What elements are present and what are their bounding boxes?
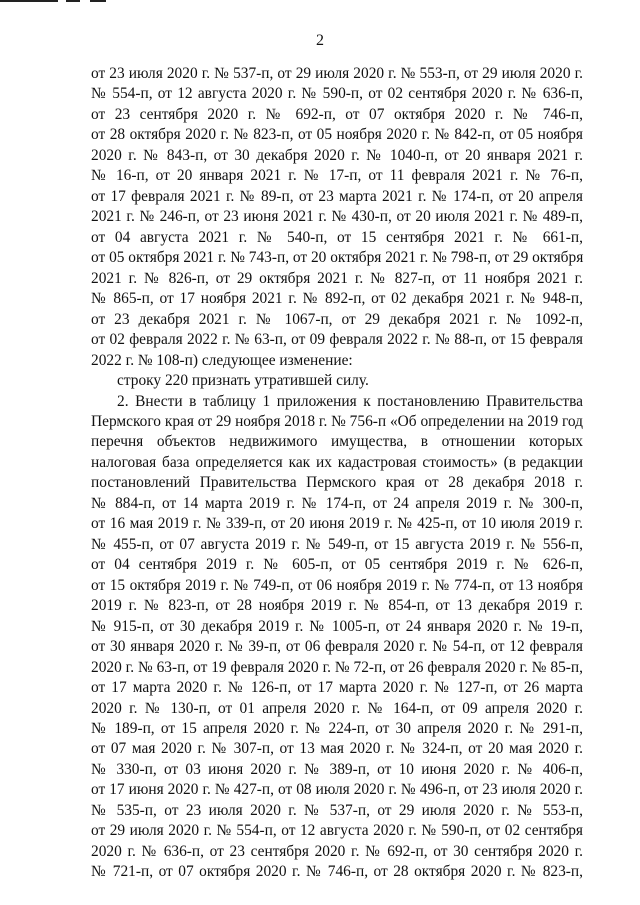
text-line: № 189-п, от 15 апреля 2020 г. № 224-п, от 30 апреля 2020 г. № 291-п, [91, 720, 583, 737]
text-line: от 23 сентября 2020 г. № 692-п, от 07 октября 2020 г. № 746-п, [91, 105, 583, 123]
text-line: № 865-п, от 17 ноября 2021 г. № 892-п, от 02 декабря 2021 г. № 948-п, [91, 290, 583, 308]
text-line: от 17 июня 2020 г. № 427-п, от 08 июля 2020 г. № 496-п, от 23 июля 2020 г. [91, 781, 583, 799]
text-line: № 330-п, от 03 июня 2020 г. № 389-п, от 10 июня 2020 г. № 406-п, [91, 760, 583, 778]
text-line: 2021 г. № 246-п, от 23 июня 2021 г. № 430-п, от 20 июля 2021 г. № 489-п, [91, 208, 583, 226]
text-line: от 16 мая 2019 г. № 339-п, от 20 июня 2019 г. № 425-п, от 10 июля 2019 г. [91, 515, 583, 533]
text-line: строку 220 признать утратившей силу. [117, 372, 369, 390]
text-line: № 915-п, от 30 декабря 2019 г. № 1005-п, от 24 января 2020 г. № 19-п, [91, 617, 583, 635]
text-line: 2021 г. № 826-п, от 29 октября 2021 г. № 827-п, от 11 ноября 2021 г. [91, 269, 583, 287]
text-line: от 04 августа 2021 г. № 540-п, от 15 сентября 2021 г. № 661-п, [91, 228, 583, 246]
text-line: 2020 г. № 130-п, от 01 апреля 2020 г. № 164-п, от 09 апреля 2020 г. [91, 699, 583, 717]
text-line: 2020 г. № 636-п, от 23 сентября 2020 г. № 692-п, от 30 сентября 2020 г. [91, 842, 583, 860]
text-line: от 23 июля 2020 г. № 537-п, от 29 июля 2020 г. № 553-п, от 29 июля 2020 г. [91, 65, 583, 82]
text-line: от 17 марта 2020 г. № 126-п, от 17 марта 2020 г. № 127-п, от 26 марта [91, 679, 583, 697]
text-line: от 29 июля 2020 г. № 554-п, от 12 августа 2020 г. № 590-п, от 02 сентября [91, 822, 583, 840]
text-line: от 15 октября 2019 г. № 749-п, от 06 ноября 2019 г. № 774-п, от 13 ноября [91, 576, 583, 594]
text-line: налоговая база определяется как их кадастровая стоимость» (в редакции [91, 453, 583, 471]
scan-edge-marks [0, 0, 110, 3]
text-line: 2019 г. № 823-п, от 28 ноября 2019 г. № 854-п, от 13 декабря 2019 г. [91, 597, 583, 615]
text-line: № 16-п, от 20 января 2021 г. № 17-п, от 11 февраля 2021 г. № 76-п, [91, 167, 583, 185]
text-line: от 28 октября 2020 г. № 823-п, от 05 ноября 2020 г. № 842-п, от 05 ноября [91, 126, 583, 144]
document-body [91, 64, 583, 883]
page-number: 2 [316, 32, 324, 49]
text-line: от 02 февраля 2022 г. № 63-п, от 09 февраля 2022 г. № 88-п, от 15 февраля [91, 331, 583, 349]
text-line: № 535-п, от 23 июля 2020 г. № 537-п, от 29 июля 2020 г. № 553-п, [91, 801, 583, 819]
text-line: от 04 сентября 2019 г. № 605-п, от 05 сентября 2019 г. № 626-п, [91, 556, 583, 574]
text-line: от 23 декабря 2021 г. № 1067-п, от 29 декабря 2021 г. № 1092-п, [91, 310, 583, 328]
text-line: № 455-п, от 07 августа 2019 г. № 549-п, от 15 августа 2019 г. № 556-п, [91, 535, 583, 553]
text-line: Пермского края от 29 ноября 2018 г. № 756-п «Об определении на 2019 год [91, 412, 584, 430]
text-line: постановлений Правительства Пермского края от 28 декабря 2018 г. [91, 474, 583, 492]
text-line: № 721-п, от 07 октября 2020 г. № 746-п, от 28 октября 2020 г. № 823-п, [91, 863, 583, 881]
text-line: от 17 февраля 2021 г. № 89-п, от 23 марта 2021 г. № 174-п, от 20 апреля [91, 187, 583, 205]
text-line: 2020 г. № 843-п, от 30 декабря 2020 г. № 1040-п, от 20 января 2021 г. [91, 146, 583, 164]
text-line: № 554-п, от 12 августа 2020 г. № 590-п, от 02 сентября 2020 г. № 636-п, [91, 85, 583, 103]
text-line: от 30 января 2020 г. № 39-п, от 06 февраля 2020 г. № 54-п, от 12 февраля [91, 638, 583, 656]
text-line: 2020 г. № 63-п, от 19 февраля 2020 г. № 72-п, от 26 февраля 2020 г. № 85-п, [91, 658, 583, 676]
text-line: перечня объектов недвижимого имущества, в отношении которых [91, 433, 583, 451]
text-line: 2022 г. № 108-п) следующее изменение: [91, 351, 353, 369]
text-line: № 884-п, от 14 марта 2019 г. № 174-п, от 24 апреля 2019 г. № 300-п, [91, 494, 583, 512]
text-line: 2. Внести в таблицу 1 приложения к постановлению Правительства [117, 392, 583, 410]
text-line: от 07 мая 2020 г. № 307-п, от 13 мая 2020 г. № 324-п, от 20 мая 2020 г. [91, 740, 583, 758]
text-line: от 05 октября 2021 г. № 743-п, от 20 октября 2021 г. № 798-п, от 29 октября [91, 249, 584, 267]
